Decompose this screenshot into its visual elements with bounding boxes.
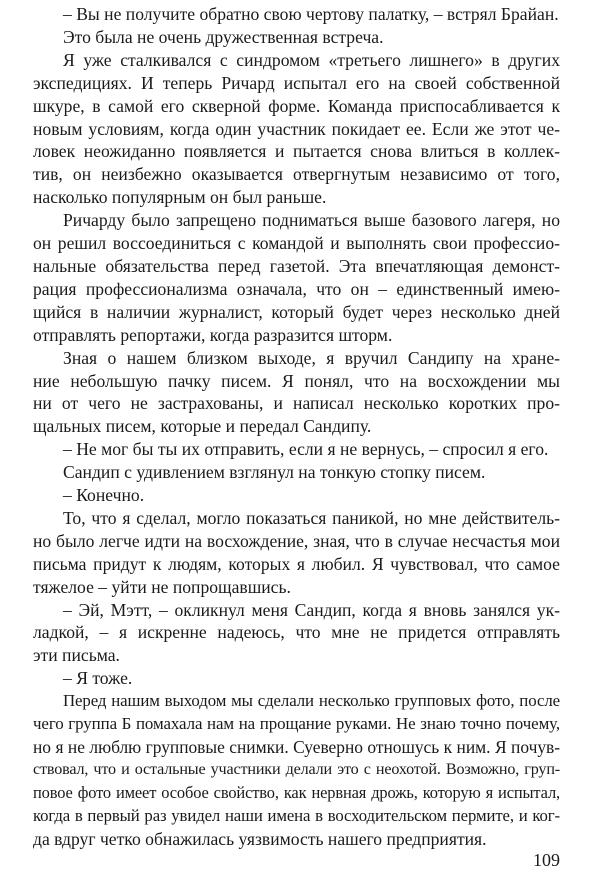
text-line: ловек неожиданно появляется и пытается снова влиться в коллек-	[33, 141, 560, 162]
paragraph	[33, 438, 560, 461]
text-line: да вдруг четко обнажилась уязвимость нашего предприятия.	[33, 828, 487, 849]
text-line: нальные обязательства перед газетой. Эта впечатляющая демонст-	[33, 255, 560, 276]
text-line: Это была не очень дружественная встреча.	[63, 26, 384, 47]
text-line: чего группа Б помахала нам на прощание руками. Не знаю точно почему,	[33, 714, 560, 734]
text-line: Я уже сталкивался с синдромом «третьего лишнего» в других	[63, 49, 560, 70]
body-text	[33, 3, 560, 851]
text-line: ладкой, – я искренне надеюсь, что мне не придется отправлять	[33, 622, 560, 643]
text-line: новым условиям, когда один участник покидает ее. Если же этот че-	[33, 118, 560, 139]
paragraph	[33, 667, 560, 690]
text-line: но было легче идти на восхождение, зная, что в случае несчастья мои	[33, 530, 560, 551]
text-line: шкуре, в самой его скверной форме. Команда приспосабливается к	[33, 95, 560, 116]
text-line: – Не мог бы ты их отправить, если я не вернусь, – спросил я его.	[63, 439, 549, 460]
paragraph	[33, 461, 560, 484]
text-line: щийся в наличии журналист, который будет через несколько дней	[33, 301, 560, 322]
text-line: Зная о нашем близком выходе, я вручил Сандипу на хране-	[63, 347, 560, 368]
text-line: он решил воссоединиться с командой и выполнять свои профессио-	[33, 233, 560, 254]
paragraph	[33, 49, 560, 209]
text-line: письма придут к людям, которых я любил. Я чувствовал, что самое	[33, 553, 560, 574]
paragraph	[33, 507, 560, 599]
paragraph	[33, 484, 560, 507]
paragraph	[33, 3, 560, 26]
text-line: эти письма.	[33, 645, 120, 666]
text-line: Перед нашим выходом мы сделали несколько групповых фото, после	[63, 691, 560, 711]
text-line: когда в первый раз увидел наши имена в восходительском пермите, и ког-	[33, 805, 560, 825]
text-line: рация профессионализма означала, что он – единственный имею-	[33, 278, 560, 299]
text-line: экспедициях. И теперь Ричард испытал его на своей собственной	[33, 72, 560, 93]
page-number: 109	[533, 850, 560, 870]
paragraph	[33, 209, 560, 346]
text-line: тив, он неизбежно оказывается отвергнутым независимо от того,	[33, 164, 560, 185]
text-line: ни от чего не застрахованы, и написал несколько коротких про-	[33, 393, 560, 414]
text-line: – Конечно.	[63, 485, 145, 506]
text-line: насколько популярным он был раньше.	[33, 187, 327, 208]
paragraph	[33, 26, 560, 49]
text-line: Ричарду было запрещено подниматься выше базового лагеря, но	[63, 210, 560, 231]
text-line: щальных писем, которые и передал Сандипу.	[33, 416, 372, 437]
text-line: отправлять репортажи, когда разразится шторм.	[33, 324, 393, 345]
paragraph	[33, 347, 560, 439]
paragraph	[33, 690, 560, 850]
text-line: Сандип с удивлением взглянул на тонкую стопку писем.	[63, 462, 486, 483]
text-line: То, что я сделал, могло показаться паникой, но мне действитель-	[63, 507, 560, 528]
text-line: – Я тоже.	[63, 668, 133, 689]
text-line: повое фото имеет особое свойство, как нервная дрожь, которую я испытал,	[33, 782, 560, 802]
paragraph	[33, 599, 560, 668]
text-line: ние небольшую пачку писем. Я понял, что на восхождении мы	[33, 370, 560, 391]
text-line: – Вы не получите обратно свою чертову палатку, – встрял Брайан.	[63, 4, 559, 24]
text-line: – Эй, Мэтт, – окликнул меня Сандип, когда я вновь занялся ук-	[63, 599, 560, 620]
text-line: тяжелое – уйти не попрощавшись.	[33, 576, 291, 597]
book-page	[33, 0, 560, 876]
text-line: ствовал, что и остальные участники делали это с неохотой. Возможно, груп-	[33, 760, 560, 778]
text-line: но я не люблю групповые снимки. Суеверно отношусь к ним. Я почув-	[33, 737, 560, 757]
